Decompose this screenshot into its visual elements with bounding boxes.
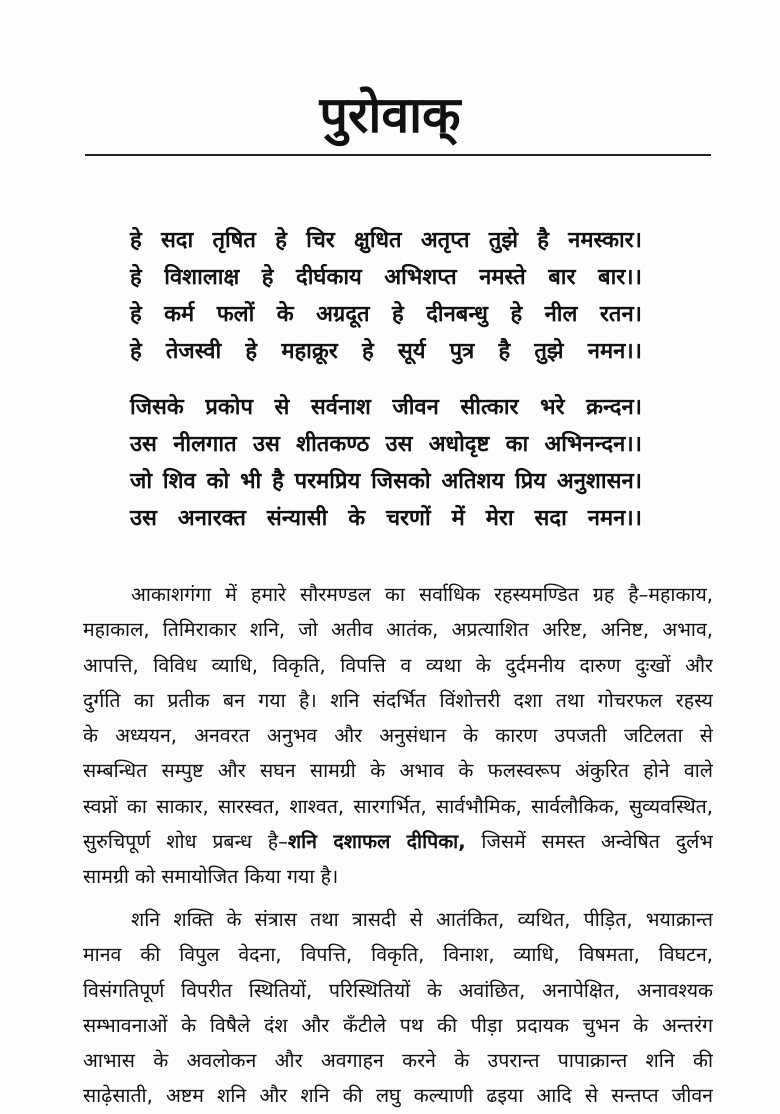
text-line: आभास के अवलोकन और अवगाहन करने के उपरान्त पापाक्रान्त शनि की: [83, 1049, 713, 1073]
text-line: [83, 824, 713, 859]
paragraph-1: [83, 577, 713, 895]
page-title: पुरोवाक्: [319, 86, 461, 144]
text-line: सम्बन्धित सम्पुष्ट और सघन सामग्री के अभाव के फलस्वरूप अंकुरित होने वाले: [83, 759, 713, 783]
text-line: सम्भावनाओं के विषैले दंश और कँटीले पथ की पीड़ा प्रदायक चुभन के अन्तरंग: [83, 1013, 713, 1037]
book-title-bold: शनि दशाफल दीपिका,: [287, 830, 466, 854]
verse-line: हे कर्म फलों के अग्रदूत हे दीनबन्धु हे नील रतन।: [130, 302, 642, 327]
text-line: स्वप्नों का साकार, सारस्वत, शाश्वत, सारगर्भित, सार्वभौमिक, सार्वलौकिक, सुव्यवस्थित,: [83, 794, 713, 818]
text-line: सामग्री को समायोजित किया गया है।: [83, 865, 339, 889]
text-line: आकाशगंगा में हमारे सौरमण्डल का सर्वाधिक रहस्यमण्डित ग्रह है–महाकाय,: [131, 583, 713, 606]
verse-line: उस नीलगात उस शीतकण्ठ उस अधोदृष्ट का अभिनन्दन।।: [130, 432, 642, 457]
verse-stanza-1: [130, 222, 642, 370]
text-line: शनि शक्ति के संत्रास तथा त्रासदी से आतंकित, व्यथित, पीड़ित, भयाक्रान्त: [131, 908, 713, 931]
text-segment: सुरुचिपूर्ण शोध प्रबन्ध है–: [83, 830, 288, 854]
text-line: आपत्ति, विविध व्याधि, विकृति, विपत्ति व व्यथा के दुर्दमनीय दारुण दुःखों और: [83, 653, 713, 677]
verse-line: जो शिव को भी है परमप्रिय जिसको अतिशय प्रिय अनुशासन।: [130, 469, 642, 494]
verse-line: हे तेजस्वी हे महाक्रूर हे सूर्य पुत्र है तुझे नमन।।: [130, 339, 642, 364]
paragraph-2: [83, 902, 713, 1114]
text-line: साढ़ेसाती, अष्टम शनि और शनि की लघु कल्याणी ढइया आदि से सन्तप्त जीवन: [83, 1084, 713, 1108]
text-line: मानव की विपुल वेदना, विपत्ति, विकृति, विनाश, व्याधि, विषमता, विघटन,: [83, 943, 713, 967]
verse-line: जिसके प्रकोप से सर्वनाश जीवन सीत्कार भरे क्रन्दन।: [130, 395, 642, 420]
text-line: दुर्गति का प्रतीक बन गया है। शनि संदर्भित विंशोत्तरी दशा तथा गोचरफल रहस्य: [83, 688, 713, 712]
verse-line: हे विशालाक्ष हे दीर्घकाय अभिशप्त नमस्ते बार बार।।: [130, 265, 642, 290]
text-segment: जिसमें समस्त अन्वेषित दुर्लभ: [465, 830, 713, 854]
title-divider: [85, 154, 711, 156]
text-line: के अध्ययन, अनवरत अनुभव और अनुसंधान के कारण उपजती जटिलता से: [83, 724, 713, 748]
text-line: महाकाल, तिमिराकार शनि, जो अतीव आतंक, अप्रत्याशित अरिष्ट, अनिष्ट, अभाव,: [83, 618, 713, 642]
verse-line: उस अनारक्त संन्यासी के चरणों में मेरा सदा नमन।।: [130, 506, 642, 531]
text-line: विसंगतिपूर्ण विपरीत स्थितियों, परिस्थितियों के अवांछित, अनापेक्षित, अनावश्यक: [83, 978, 713, 1002]
verse-line: हे सदा तृषित हे चिर क्षुधित अतृप्त तुझे है नमस्कार।: [130, 228, 642, 253]
verse-stanza-2: [130, 389, 642, 537]
